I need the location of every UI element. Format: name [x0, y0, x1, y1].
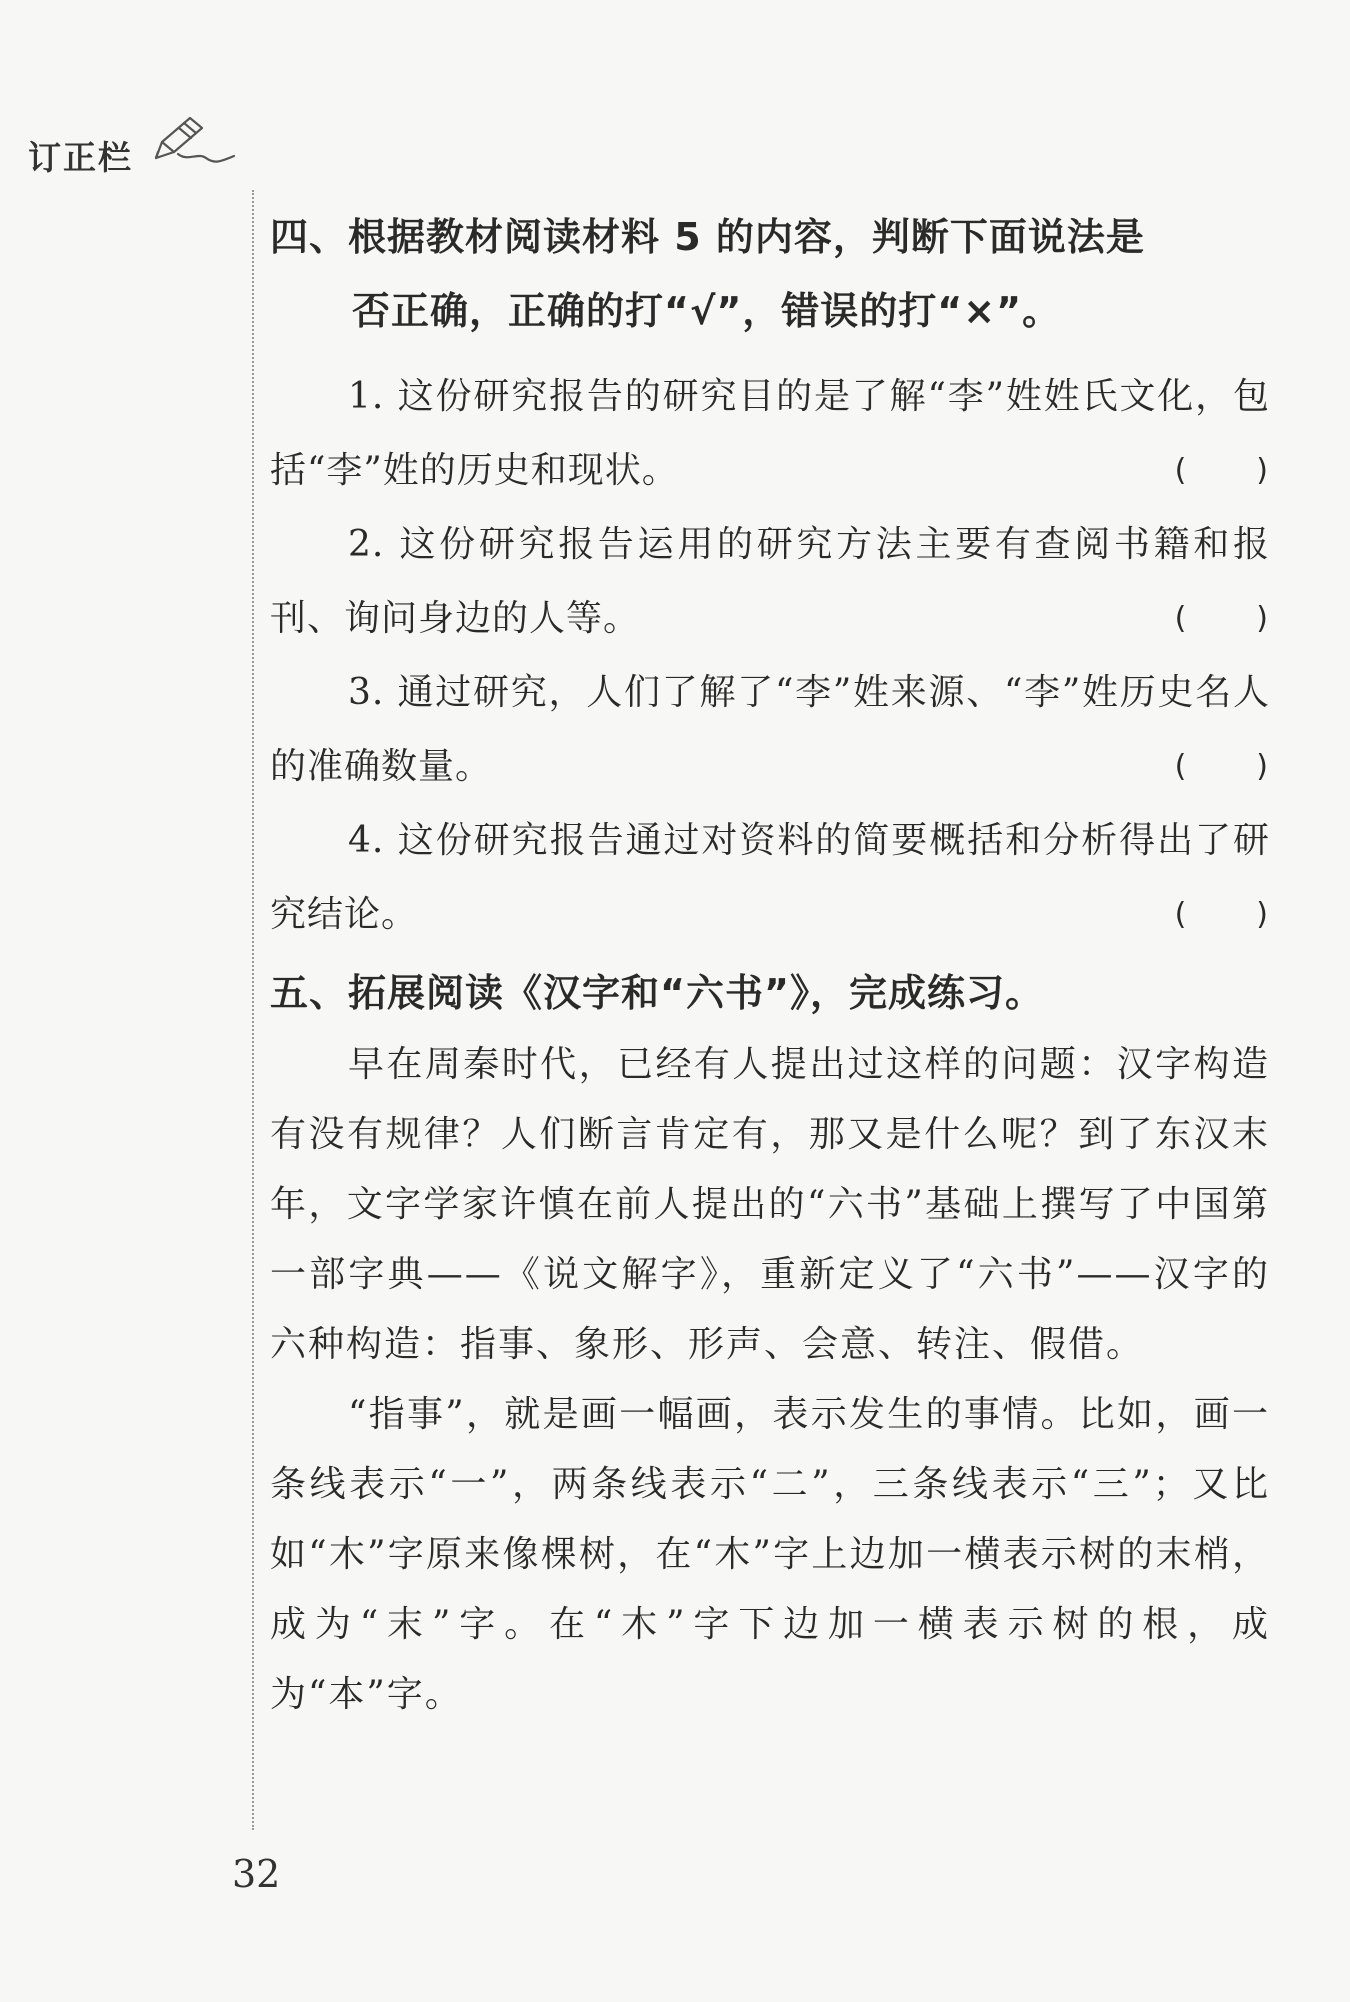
question-3-text: 3. 通过研究，人们了解了“李”姓来源、“李”姓历史名人的准确数量。	[270, 672, 1270, 787]
section-4-heading-line-1: 四、根据教材阅读材料 5 的内容，判断下面说法是	[270, 215, 1145, 259]
answer-parentheses-1[interactable]: ( )	[1174, 453, 1268, 488]
question-2	[270, 508, 1270, 656]
question-1	[270, 360, 1270, 508]
question-1-text: 1. 这份研究报告的研究目的是了解“李”姓姓氏文化，包括“李”姓的历史和现状。	[270, 376, 1270, 491]
question-list	[270, 360, 1270, 952]
margin-divider	[252, 190, 254, 1830]
reading-paragraph-1: 早在周秦时代，已经有人提出过这样的问题：汉字构造有没有规律？人们断言肯定有，那又是什么呢？到了东汉末年，文字学家许慎在前人提出的“六书”基础上撰写了中国第一部字典——《说文解字》，重新定义了“六书”——汉字的六种构造：指事、象形、形声、会意、转注、假借。	[270, 1044, 1270, 1365]
answer-parentheses-3[interactable]: ( )	[1174, 749, 1268, 784]
page-number: 32	[232, 1852, 281, 1896]
answer-parentheses-4[interactable]: ( )	[1174, 897, 1268, 932]
section-4	[270, 200, 1270, 952]
question-4	[270, 804, 1270, 952]
section-5	[270, 956, 1270, 1730]
section-4-heading-line-2: 否正确，正确的打“√”，错误的打“×”。	[352, 289, 1062, 333]
pencil-icon	[148, 112, 238, 174]
question-4-text: 4. 这份研究报告通过对资料的简要概括和分析得出了研究结论。	[270, 820, 1270, 935]
question-3	[270, 656, 1270, 804]
page-content	[270, 200, 1270, 1730]
answer-parentheses-2[interactable]: ( )	[1174, 601, 1268, 636]
reading-paragraph-2: “指事”，就是画一幅画，表示发生的事情。比如，画一条线表示“一”，两条线表示“二”，三条线表示“三”；又比如“木”字原来像棵树，在“木”字上边加一横表示树的末梢，成为“末”字。在“木”字下边加一横表示树的根，成为“本”字。	[270, 1394, 1270, 1715]
correction-column-label: 订正栏	[28, 138, 133, 177]
section-5-heading: 五、拓展阅读《汉字和“六书”》，完成练习。	[270, 971, 1044, 1015]
question-2-text: 2. 这份研究报告运用的研究方法主要有查阅书籍和报刊、询问身边的人等。	[270, 524, 1270, 639]
